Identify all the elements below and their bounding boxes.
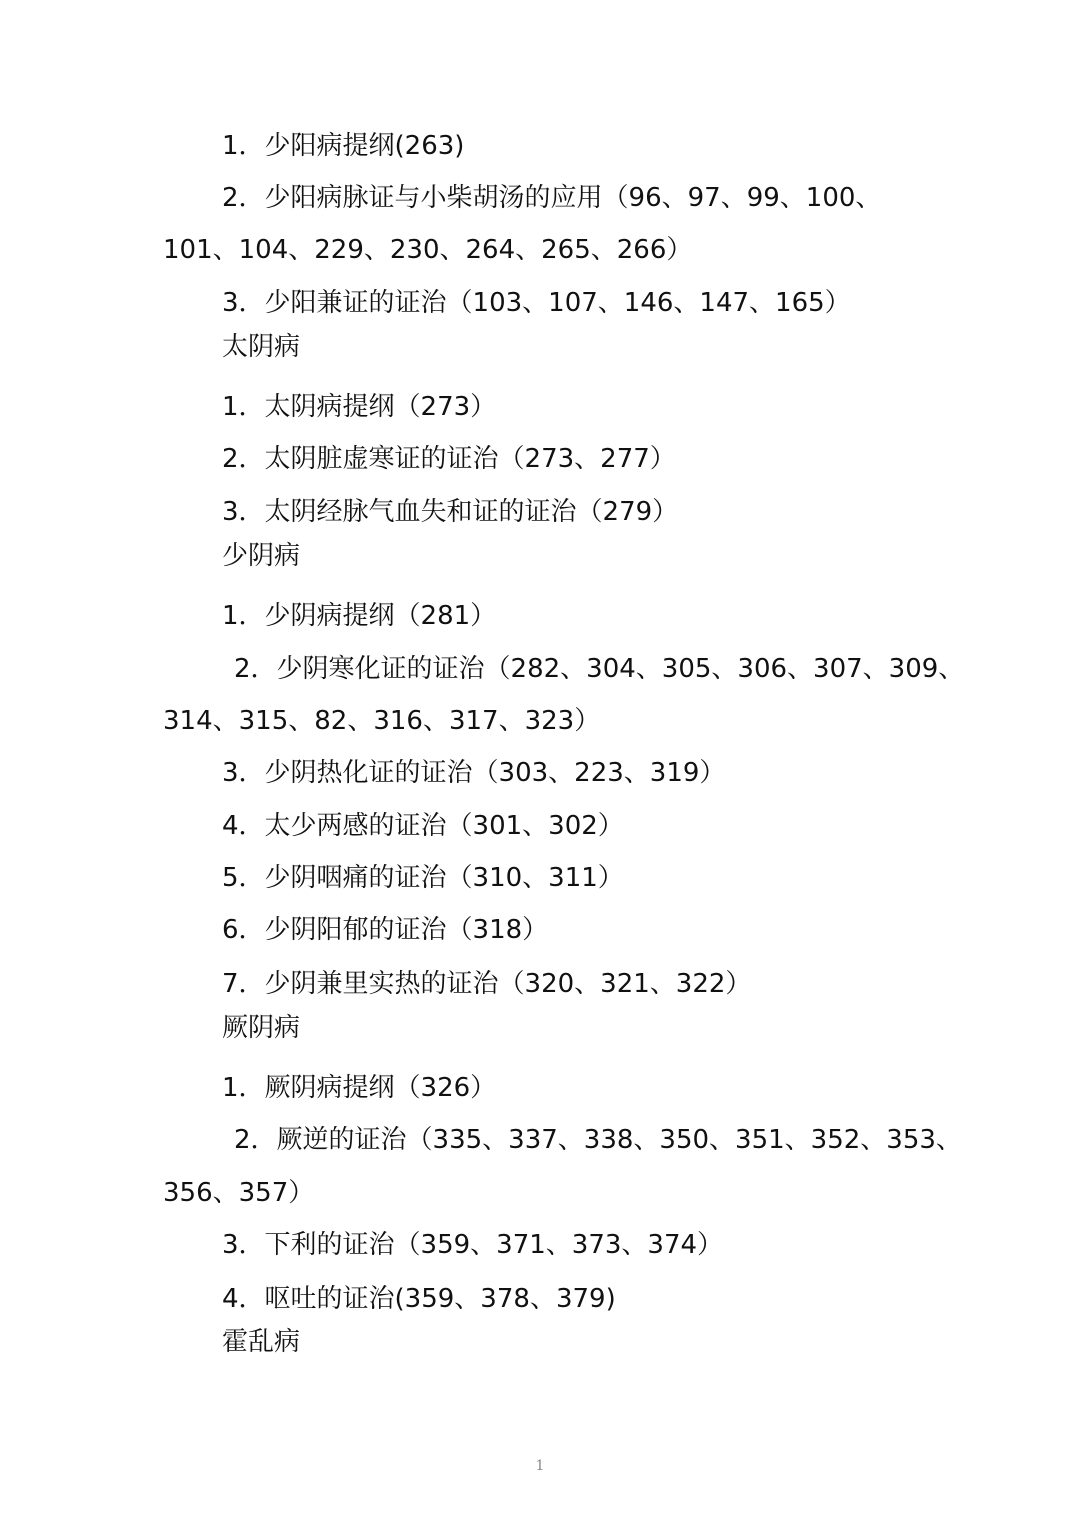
list-item-continuation: 356、357）: [163, 1178, 315, 1208]
list-item: 3．下利的证治（359、371、373、374）: [222, 1230, 724, 1260]
list-item: 2．少阴寒化证的证治（282、304、305、306、307、309、: [234, 654, 965, 684]
list-item: 4．太少两感的证治（301、302）: [222, 811, 624, 841]
section-heading: 厥阴病: [222, 1013, 301, 1043]
list-item: 2．厥逆的证治（335、337、338、350、351、352、353、: [234, 1125, 962, 1155]
list-item: 1．少阴病提纲（281）: [222, 601, 497, 631]
list-item: 1．太阴病提纲（273）: [222, 392, 497, 422]
list-item: 1．少阳病提纲(263): [222, 131, 465, 161]
list-item: 2．少阳病脉证与小柴胡汤的应用（96、97、99、100、: [222, 183, 882, 213]
section-heading: 少阴病: [222, 541, 301, 571]
list-item: 3．太阴经脉气血失和证的证治（279）: [222, 497, 679, 527]
list-item: 7．少阴兼里实热的证治（320、321、322）: [222, 969, 752, 999]
section-heading: 太阴病: [222, 332, 301, 362]
list-item: 3．少阳兼证的证治（103、107、146、147、165）: [222, 288, 851, 318]
page-number: 1: [535, 1458, 545, 1474]
list-item: 5．少阴咽痛的证治（310、311）: [222, 863, 624, 893]
list-item: 3．少阴热化证的证治（303、223、319）: [222, 758, 726, 788]
list-item-continuation: 101、104、229、230、264、265、266）: [163, 235, 693, 265]
list-item: 1．厥阴病提纲（326）: [222, 1073, 497, 1103]
list-item: 4．呕吐的证治(359、378、379): [222, 1284, 616, 1314]
section-heading: 霍乱病: [222, 1327, 301, 1357]
list-item: 6．少阴阳郁的证治（318）: [222, 915, 549, 945]
list-item-continuation: 314、315、82、316、317、323）: [163, 706, 601, 736]
list-item: 2．太阴脏虚寒证的证治（273、277）: [222, 444, 676, 474]
